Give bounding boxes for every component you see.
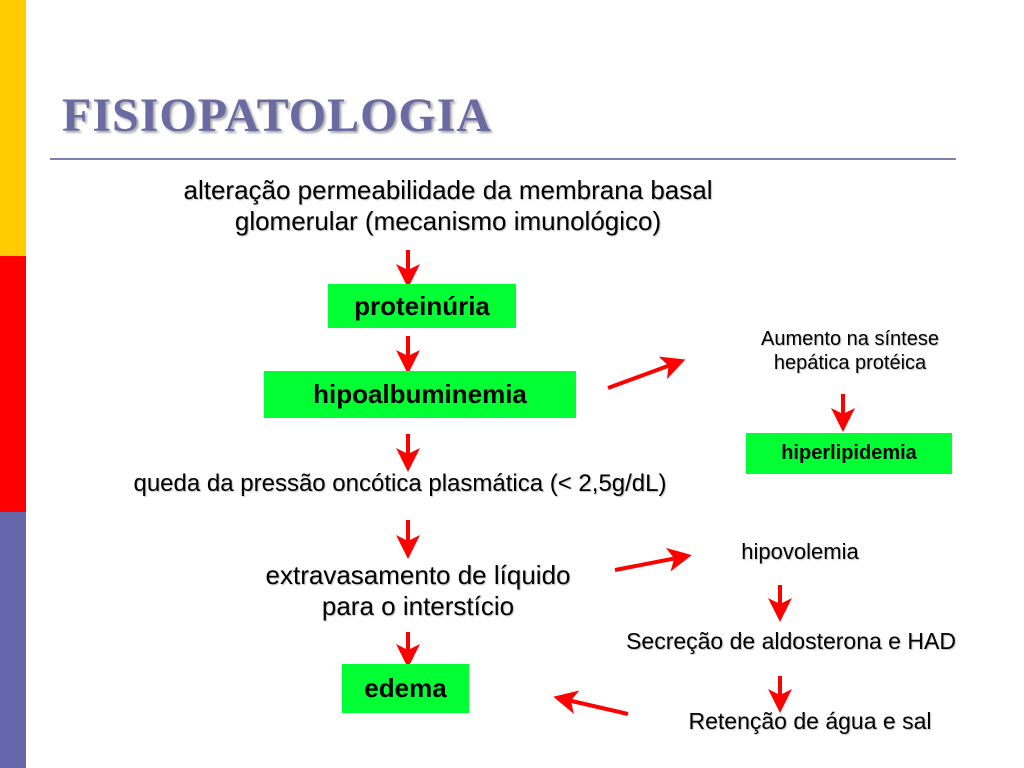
node-hepatic-synthesis [720, 327, 980, 375]
node-aldosterone: Secreção de aldosterona e HAD [626, 628, 956, 654]
node-hepatic-synthesis-line1: Aumento na síntese [761, 328, 939, 350]
arrow-retention-to-edema [563, 699, 628, 714]
node-extravasation-line1: extravasamento de líquido [265, 560, 571, 590]
node-proteinuria: proteinúria [328, 284, 516, 328]
node-retention: Retenção de água e sal [688, 708, 932, 734]
node-hepatic-synthesis-line2: hepática protéica [773, 352, 927, 374]
node-edema: edema [342, 664, 469, 713]
node-hyperlipidemia: hiperlipidemia [746, 433, 952, 474]
node-hypovolemia: hipovolemia [741, 539, 859, 564]
node-permeability-line1: alteração permeabilidade da membrana basal [183, 175, 713, 205]
slide-title: FISIOPATOLOGIA [62, 89, 493, 142]
node-permeability [100, 175, 796, 237]
node-extravasation [208, 560, 628, 622]
node-oncotic-drop: queda da pressão oncótica plasmática (< 2,5g/dL) [133, 470, 667, 497]
arrow-hypoalbuminemia-to-hepatic [608, 363, 676, 388]
node-extravasation-line2: para o interstício [321, 591, 515, 622]
node-hypoalbuminemia: hipoalbuminemia [264, 371, 576, 418]
node-permeability-line2: glomerular (mecanismo imunológico) [234, 206, 662, 237]
